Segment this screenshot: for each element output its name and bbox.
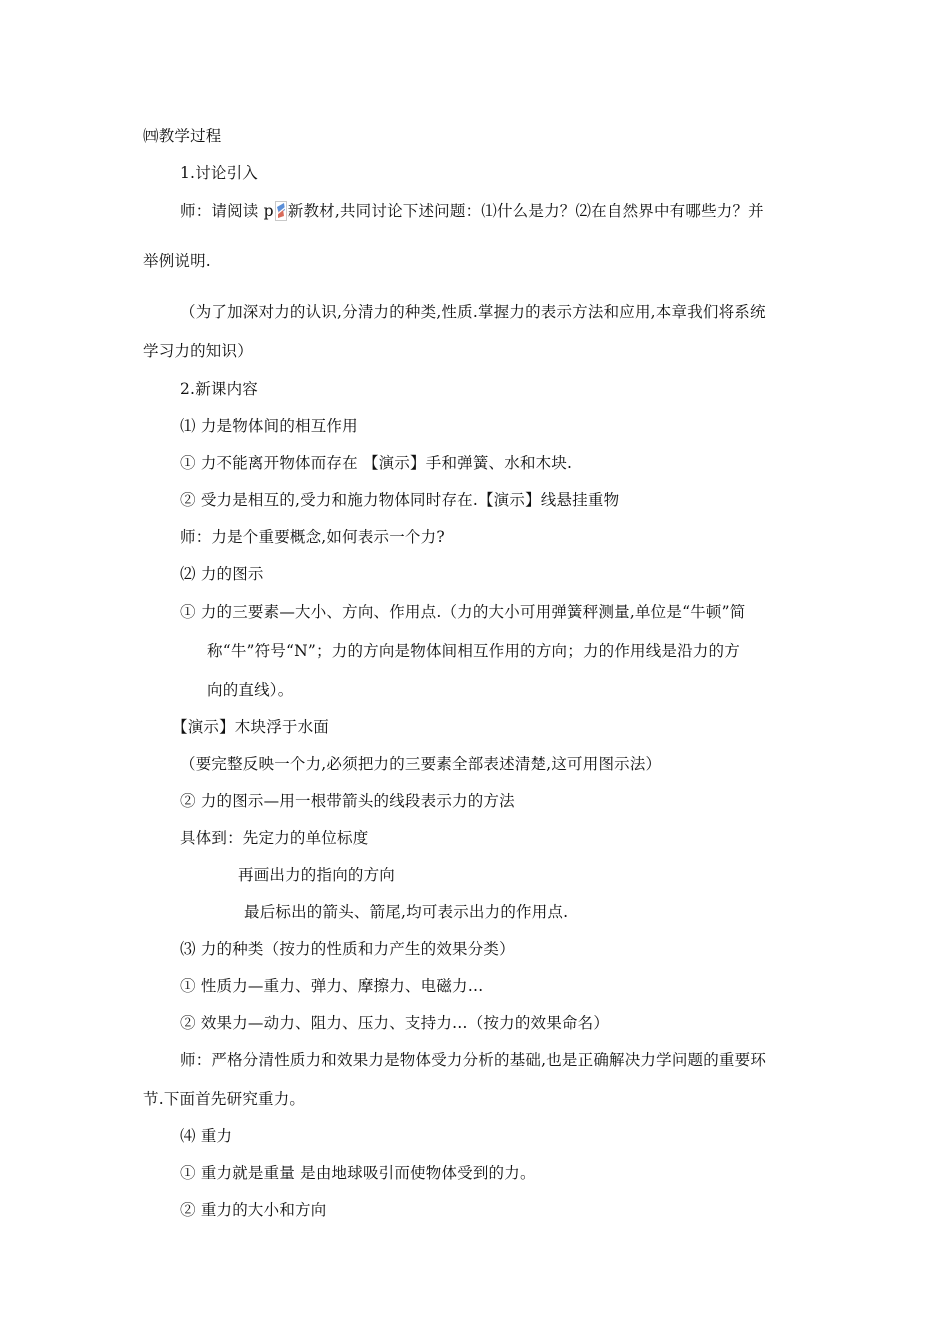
broken-image-icon (275, 201, 287, 221)
paragraph-line: 师：严格分清性质力和效果力是物体受力分析的基础,也是正确解决力学问题的重要环 (180, 1051, 767, 1069)
list-item: ① 性质力—重力、弹力、摩擦力、电磁力… (180, 977, 484, 995)
paragraph-text: 新教材,共同讨论下述问题：⑴什么是力？⑵在自然界中有哪些力？并 (287, 202, 764, 220)
list-item: ② 力的图示—用一根带箭头的线段表示力的方法 (180, 792, 515, 810)
paragraph-line: 节.下面首先研究重力。 (143, 1090, 306, 1108)
paragraph-line: 【演示】木块浮于水面 (172, 718, 330, 736)
list-item: ② 重力的大小和方向 (180, 1201, 327, 1219)
list-item: ② 效果力—动力、阻力、压力、支持力…（按力的效果命名） (180, 1014, 610, 1032)
list-item: ① 重力就是重量 是由地球吸引而使物体受到的力。 (180, 1164, 536, 1182)
paragraph-line: 举例说明. (143, 252, 211, 270)
paragraph-line: 具体到：先定力的单位标度 (180, 829, 369, 847)
list-item: ① 力不能离开物体而存在 【演示】手和弹簧、水和木块. (180, 454, 573, 472)
list-item: ⑷ 重力 (180, 1127, 233, 1145)
list-item: ① 力的三要素—大小、方向、作用点.（力的大小可用弹簧秤测量,单位是“牛顿”简 (180, 603, 746, 621)
paragraph-line: （为了加深对力的认识,分清力的种类,性质.掌握力的表示方法和应用,本章我们将系统 (180, 303, 766, 321)
paragraph-line: 最后标出的箭头、箭尾,均可表示出力的作用点. (244, 903, 569, 921)
paragraph-line: 师：力是个重要概念,如何表示一个力? (180, 528, 445, 546)
list-item: ⑵ 力的图示 (180, 565, 264, 583)
paragraph-line: 称“牛”符号“N”；力的方向是物体间相互作用的方向；力的作用线是沿力的方 (207, 642, 740, 660)
paragraph-line: 向的直线）。 (207, 681, 294, 699)
paragraph-line: 再画出力的指向的方向 (238, 866, 396, 884)
paragraph-line: （要完整反映一个力,必须把力的三要素全部表述清楚,这可用图示法） (180, 755, 662, 773)
list-item: ⑴ 力是物体间的相互作用 (180, 417, 358, 435)
section-heading: ㈣教学过程 (143, 127, 222, 145)
teacher-reading-prefix: 师：请阅读 p (180, 202, 274, 220)
subheading-new-content: 2.新课内容 (180, 380, 258, 398)
list-item: ② 受力是相互的,受力和施力物体同时存在.【演示】线悬挂重物 (180, 491, 620, 509)
list-item: ⑶ 力的种类（按力的性质和力产生的效果分类） (180, 940, 515, 958)
paragraph-line: 学习力的知识） (143, 342, 253, 360)
paragraph-line (180, 200, 764, 222)
subheading-discussion: 1.讨论引入 (180, 164, 258, 182)
